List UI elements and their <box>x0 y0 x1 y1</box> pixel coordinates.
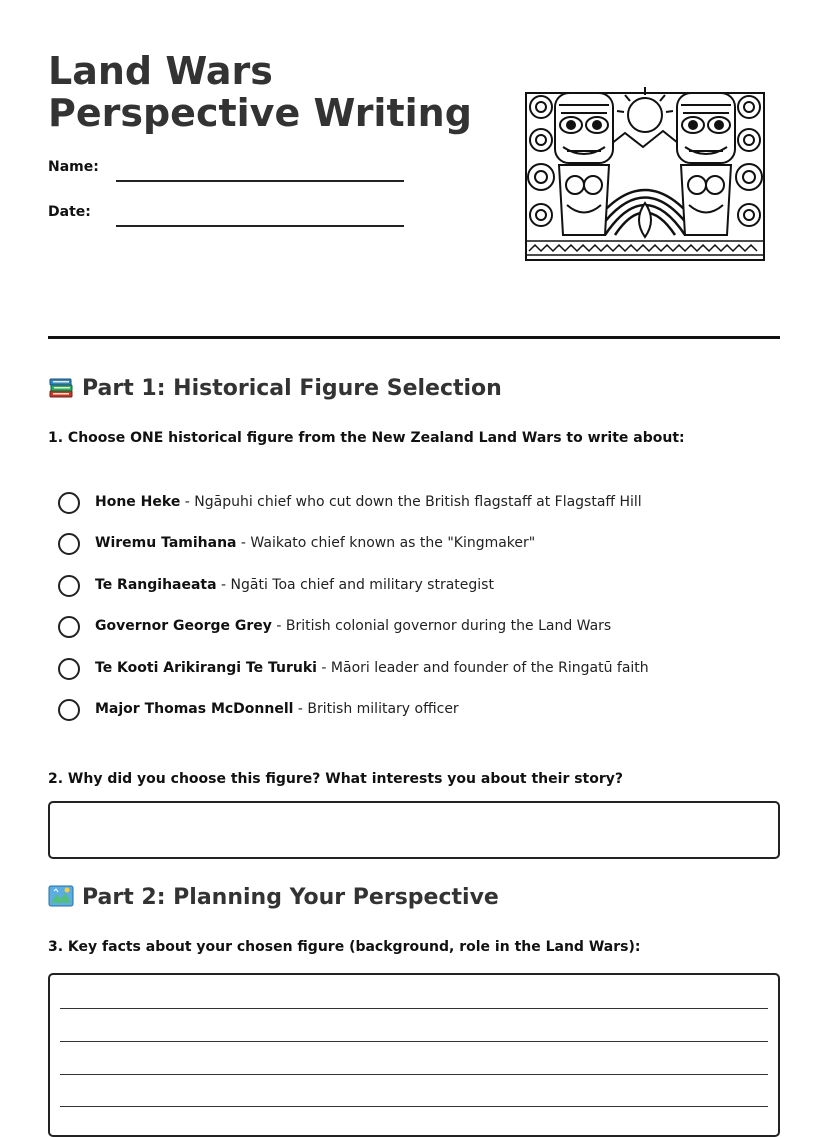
name-input-line[interactable] <box>116 180 404 182</box>
date-input-line[interactable] <box>116 225 404 227</box>
answer-box-question-3[interactable] <box>48 973 780 1137</box>
radio-button[interactable] <box>58 658 80 680</box>
option-name: Governor George Grey <box>95 618 272 635</box>
maori-carving-illustration <box>525 85 765 261</box>
writing-line <box>60 1008 768 1009</box>
part2-heading <box>48 883 768 912</box>
option-description: - Māori leader and founder of the Ringatū faith <box>316 659 649 676</box>
answer-box-question-2[interactable] <box>48 801 780 859</box>
option-hone-heke[interactable] <box>56 488 796 529</box>
option-name: Major Thomas McDonnell <box>95 700 294 717</box>
books-icon <box>48 374 74 400</box>
option-name: Te Rangihaeata <box>95 576 217 593</box>
date-field <box>48 204 408 230</box>
map-icon <box>48 883 74 909</box>
radio-button[interactable] <box>58 699 80 721</box>
option-thomas-mcdonnell[interactable] <box>56 695 796 736</box>
option-description: - Ngāpuhi chief who cut down the British flagstaff at Flagstaff Hill <box>180 494 642 510</box>
option-wiremu-tamihana[interactable] <box>56 529 796 570</box>
option-name: Hone Heke <box>95 494 181 510</box>
radio-button[interactable] <box>58 575 80 597</box>
question-3: 3. Key facts about your chosen figure (background, role in the Land Wars): <box>48 939 641 955</box>
option-governor-george-grey[interactable] <box>56 612 796 653</box>
name-label: Name: <box>48 159 99 175</box>
radio-button[interactable] <box>58 616 80 638</box>
option-description: - British military officer <box>293 700 459 717</box>
question-2: 2. Why did you choose this figure? What interests you about their story? <box>48 771 624 787</box>
writing-line <box>60 1041 768 1042</box>
section-divider <box>48 336 780 339</box>
option-te-kooti[interactable] <box>56 654 796 695</box>
part1-title: Part 1: Historical Figure Selection <box>82 376 502 401</box>
option-description: - British colonial governor during the Land Wars <box>271 618 612 635</box>
radio-button[interactable] <box>58 492 80 514</box>
writing-line <box>60 1074 768 1075</box>
option-te-rangihaeata[interactable] <box>56 571 796 612</box>
page-title: Land Wars Perspective Writing <box>48 49 472 135</box>
radio-button[interactable] <box>58 533 80 555</box>
option-description: - Ngāti Toa chief and military strategist <box>216 576 494 593</box>
option-name: Wiremu Tamihana <box>95 535 237 552</box>
question-1: 1. Choose ONE historical figure from the New Zealand Land Wars to write about: <box>48 430 685 446</box>
option-description: - Waikato chief known as the "Kingmaker" <box>236 535 536 552</box>
figure-options <box>56 488 796 736</box>
part2-title: Part 2: Planning Your Perspective <box>82 885 499 910</box>
name-field <box>48 159 408 185</box>
writing-line <box>60 1106 768 1107</box>
option-name: Te Kooti Arikirangi Te Turuki <box>95 659 317 676</box>
date-label: Date: <box>48 204 91 220</box>
part1-heading <box>48 374 768 403</box>
